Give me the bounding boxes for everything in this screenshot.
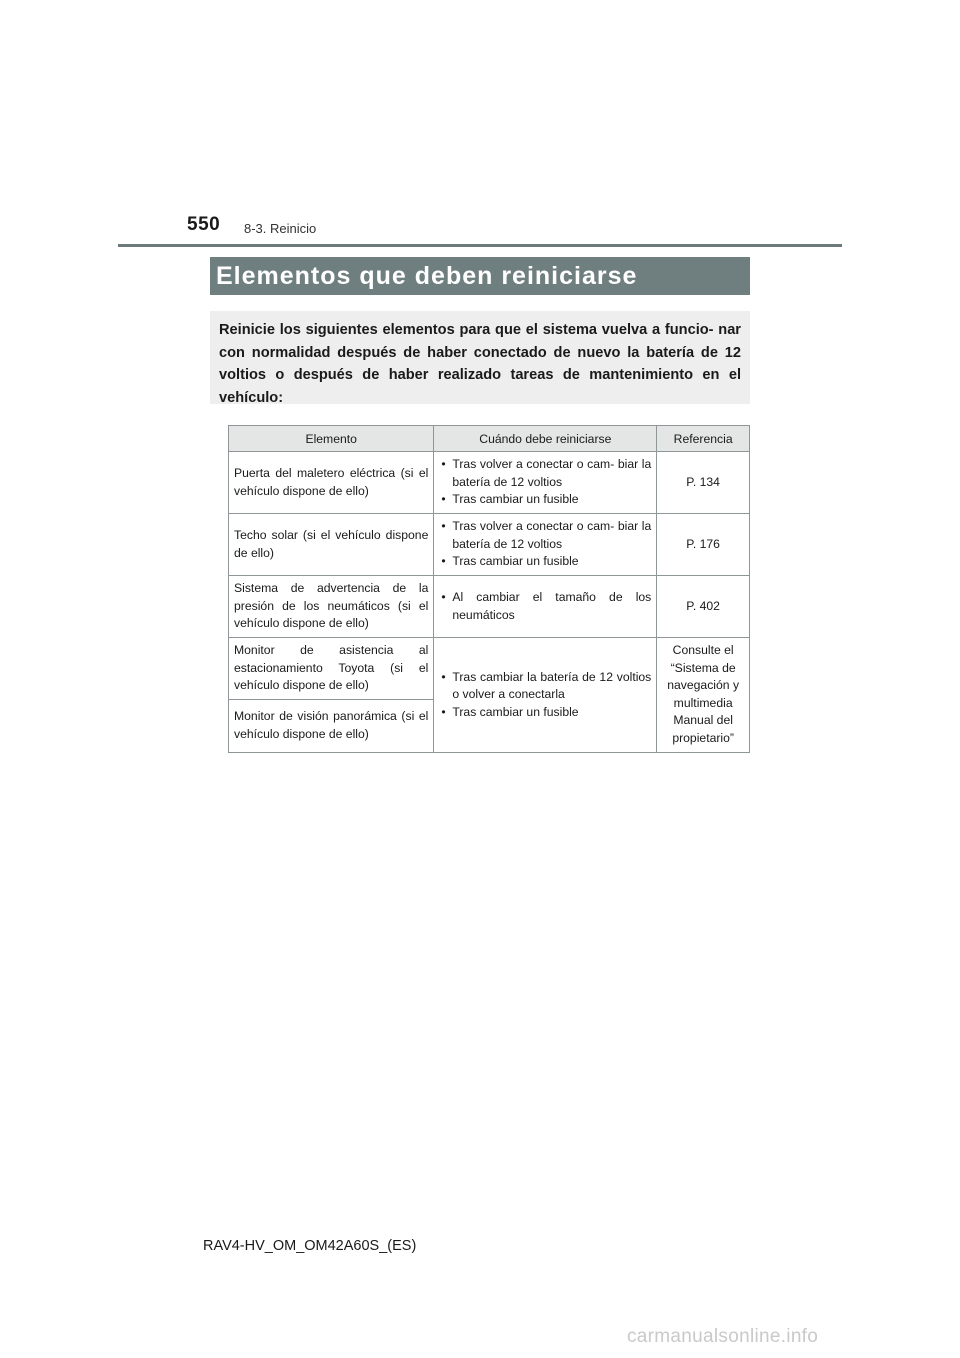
header-referencia: Referencia bbox=[657, 426, 750, 452]
reset-items-table bbox=[228, 425, 750, 753]
section-title: Elementos que deben reiniciarse bbox=[216, 262, 638, 290]
table-header-row bbox=[229, 426, 750, 452]
page-number: 550 bbox=[187, 214, 221, 235]
header-divider bbox=[118, 244, 842, 247]
item-cell: Puerta del maletero eléctrica (si el vehículo dispone de ello) bbox=[229, 452, 434, 514]
header-elemento: Elemento bbox=[229, 426, 434, 452]
reference-cell: P. 402 bbox=[657, 576, 750, 638]
manual-code: RAV4-HV_OM_OM42A60S_(ES) bbox=[203, 1238, 417, 1254]
section-title-bar bbox=[210, 257, 750, 295]
reference-cell: P. 176 bbox=[657, 514, 750, 576]
item-cell: Monitor de asistencia al estacionamiento Toyota (si el vehículo dispone de ello) bbox=[229, 638, 434, 700]
reference-cell: Consulte el “Sistema de navegación y multimedia Manual del propietario” bbox=[657, 638, 750, 753]
when-cell bbox=[434, 576, 657, 638]
when-list bbox=[439, 669, 651, 722]
table-row bbox=[229, 638, 750, 700]
when-list bbox=[439, 456, 651, 509]
section-label: 8-3. Reinicio bbox=[244, 221, 317, 236]
list-item: • Tras cambiar un fusible bbox=[439, 704, 651, 722]
when-cell bbox=[434, 514, 657, 576]
list-item: • Tras cambiar la batería de 12 voltios o volver a conectarla bbox=[439, 669, 651, 704]
list-item: • Al cambiar el tamaño de los neumáticos bbox=[439, 589, 651, 624]
header-cuando: Cuándo debe reiniciarse bbox=[434, 426, 657, 452]
list-item: • Tras cambiar un fusible bbox=[439, 553, 651, 571]
item-cell: Monitor de visión panorámica (si el vehículo dispone de ello) bbox=[229, 699, 434, 752]
reference-cell: P. 134 bbox=[657, 452, 750, 514]
when-list bbox=[439, 518, 651, 571]
intro-text: Reinicie los siguientes elementos para que el sistema vuelva a funcio- nar con normalidad después de haber conectado de nuevo la batería de 12 voltios o después de haber realizado tareas de mantenimiento en el vehículo: bbox=[219, 322, 741, 406]
list-item: • Tras volver a conectar o cam- biar la batería de 12 voltios bbox=[439, 456, 651, 491]
item-cell: Techo solar (si el vehículo dispone de ello) bbox=[229, 514, 434, 576]
when-list bbox=[439, 589, 651, 624]
when-cell bbox=[434, 638, 657, 753]
list-item: • Tras cambiar un fusible bbox=[439, 491, 651, 509]
watermark: carmanualsonline.info bbox=[627, 1326, 819, 1347]
table-row bbox=[229, 576, 750, 638]
list-item: • Tras volver a conectar o cam- biar la batería de 12 voltios bbox=[439, 518, 651, 553]
intro-box bbox=[210, 311, 750, 404]
item-cell: Sistema de advertencia de la presión de los neumáticos (si el vehículo dispone de ello) bbox=[229, 576, 434, 638]
when-cell bbox=[434, 452, 657, 514]
table-row bbox=[229, 514, 750, 576]
table-row bbox=[229, 452, 750, 514]
